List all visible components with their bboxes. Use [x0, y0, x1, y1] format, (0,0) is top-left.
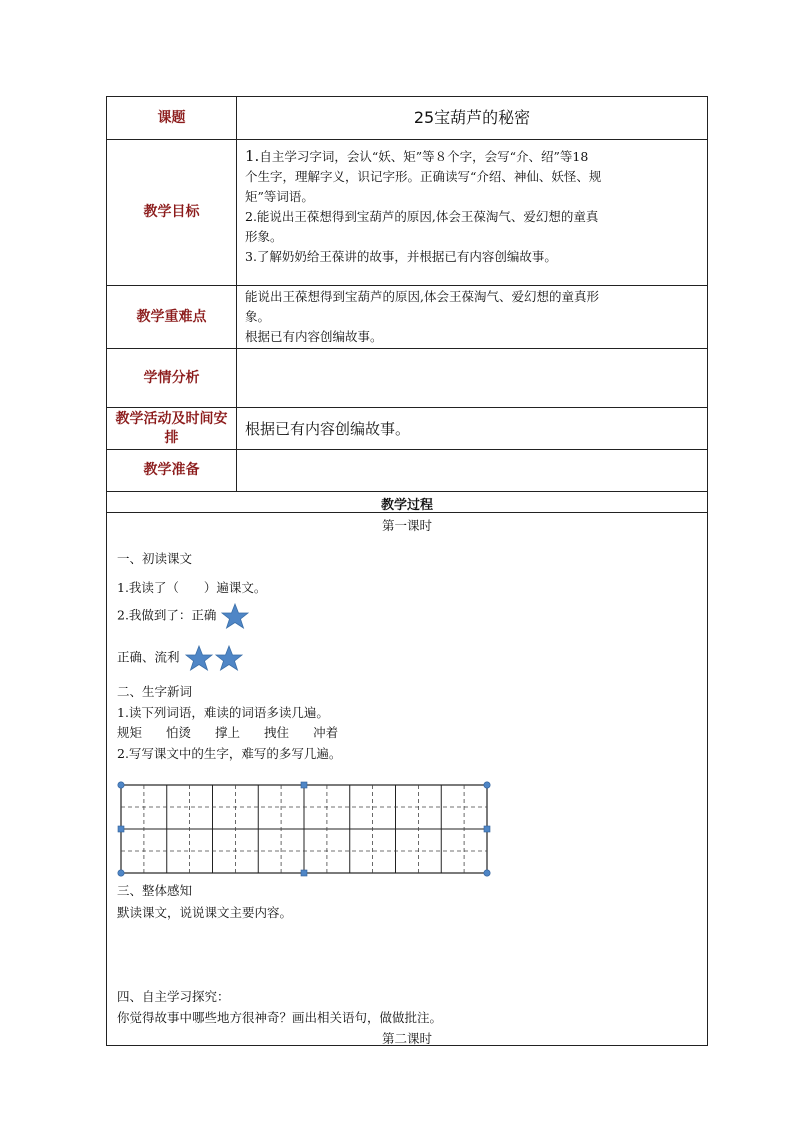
vocab-word: 撑上 — [215, 725, 241, 740]
activities-value: 根据已有内容创编故事。 — [245, 419, 411, 438]
key-point-line: 能说出王葆想得到宝葫芦的原因,体会王葆淘气、爱幻想的童真形 — [245, 289, 599, 304]
row-topic — [107, 97, 707, 140]
goal-line: 形象。 — [245, 229, 283, 244]
row-process-heading — [107, 492, 707, 513]
star-icon — [220, 603, 250, 629]
section-two-title: 二、生字新词 — [117, 684, 193, 699]
goal-line: 矩”等词语。 — [245, 189, 314, 204]
goal-line: 自主学习字词，会认“妖、矩”等８个字，会写“介、绍”等18 — [259, 149, 589, 164]
label-topic: 课题 — [107, 97, 237, 139]
writing-grid[interactable] — [115, 779, 501, 879]
label-activities: 教学活动及时间安排 — [107, 408, 237, 449]
vocab-list — [117, 723, 362, 741]
fluency-check-text: 正确、流利 — [117, 649, 180, 665]
label-preparation: 教学准备 — [107, 450, 237, 491]
lesson-two-title: 第二课时 — [381, 1031, 432, 1046]
fluency-check-line — [117, 645, 244, 671]
key-point-line: 根据已有内容创编故事。 — [245, 329, 383, 344]
vocab-word: 冲着 — [313, 725, 339, 740]
goal-line: 2.能说出王葆想得到宝葫芦的原因,体会王葆淘气、爱幻想的童真 — [245, 209, 599, 224]
self-check-line — [117, 603, 250, 629]
goal-line: 3.了解奶奶给王葆讲的故事，并根据已有内容创编故事。 — [245, 249, 557, 264]
self-check-text: 2.我做到了：正确 — [117, 607, 217, 623]
row-analysis — [107, 349, 707, 408]
inquiry-instruction: 你觉得故事中哪些地方很神奇？画出相关语句，做做批注。 — [117, 1010, 443, 1025]
grid-cells — [121, 785, 487, 873]
lesson-one-title: 第一课时 — [381, 518, 432, 533]
analysis-value — [237, 349, 707, 407]
row-key-points — [107, 286, 707, 349]
vocab-instruction: 1.读下列词语，难读的词语多读几遍。 — [117, 705, 329, 720]
star-icon — [214, 645, 244, 671]
label-goals: 教学目标 — [107, 140, 237, 285]
star-icon — [184, 645, 214, 671]
label-analysis: 学情分析 — [107, 349, 237, 407]
label-key-points: 教学重难点 — [107, 286, 237, 348]
goals-text — [237, 140, 707, 285]
key-point-line: 象。 — [245, 309, 271, 324]
summary-instruction: 默读课文，说说课文主要内容。 — [117, 905, 293, 920]
vocab-word: 怕烫 — [166, 725, 192, 740]
writing-instruction: 2.写写课文中的生字，难写的多写几遍。 — [117, 746, 342, 761]
process-heading: 教学过程 — [380, 498, 433, 513]
goal-number: 1. — [245, 147, 260, 165]
row-goals — [107, 140, 707, 286]
section-one-title: 一、初读课文 — [117, 551, 193, 566]
section-three-title: 三、整体感知 — [117, 883, 193, 898]
lesson-title: 25宝葫芦的秘密 — [413, 108, 531, 127]
lesson-plan-table — [106, 96, 708, 1046]
section-four-title: 四、自主学习探究： — [117, 989, 230, 1004]
row-activities — [107, 408, 707, 450]
row-preparation — [107, 450, 707, 492]
preparation-value — [237, 450, 707, 491]
read-count-question: 1.我读了（ ）遍课文。 — [117, 580, 267, 595]
key-points-text — [237, 286, 707, 348]
goal-line: 个生字，理解字义，识记字形。正确读写“介绍、神仙、妖怪、规 — [245, 169, 602, 184]
vocab-word: 规矩 — [117, 725, 143, 740]
vocab-word: 拽住 — [264, 725, 290, 740]
